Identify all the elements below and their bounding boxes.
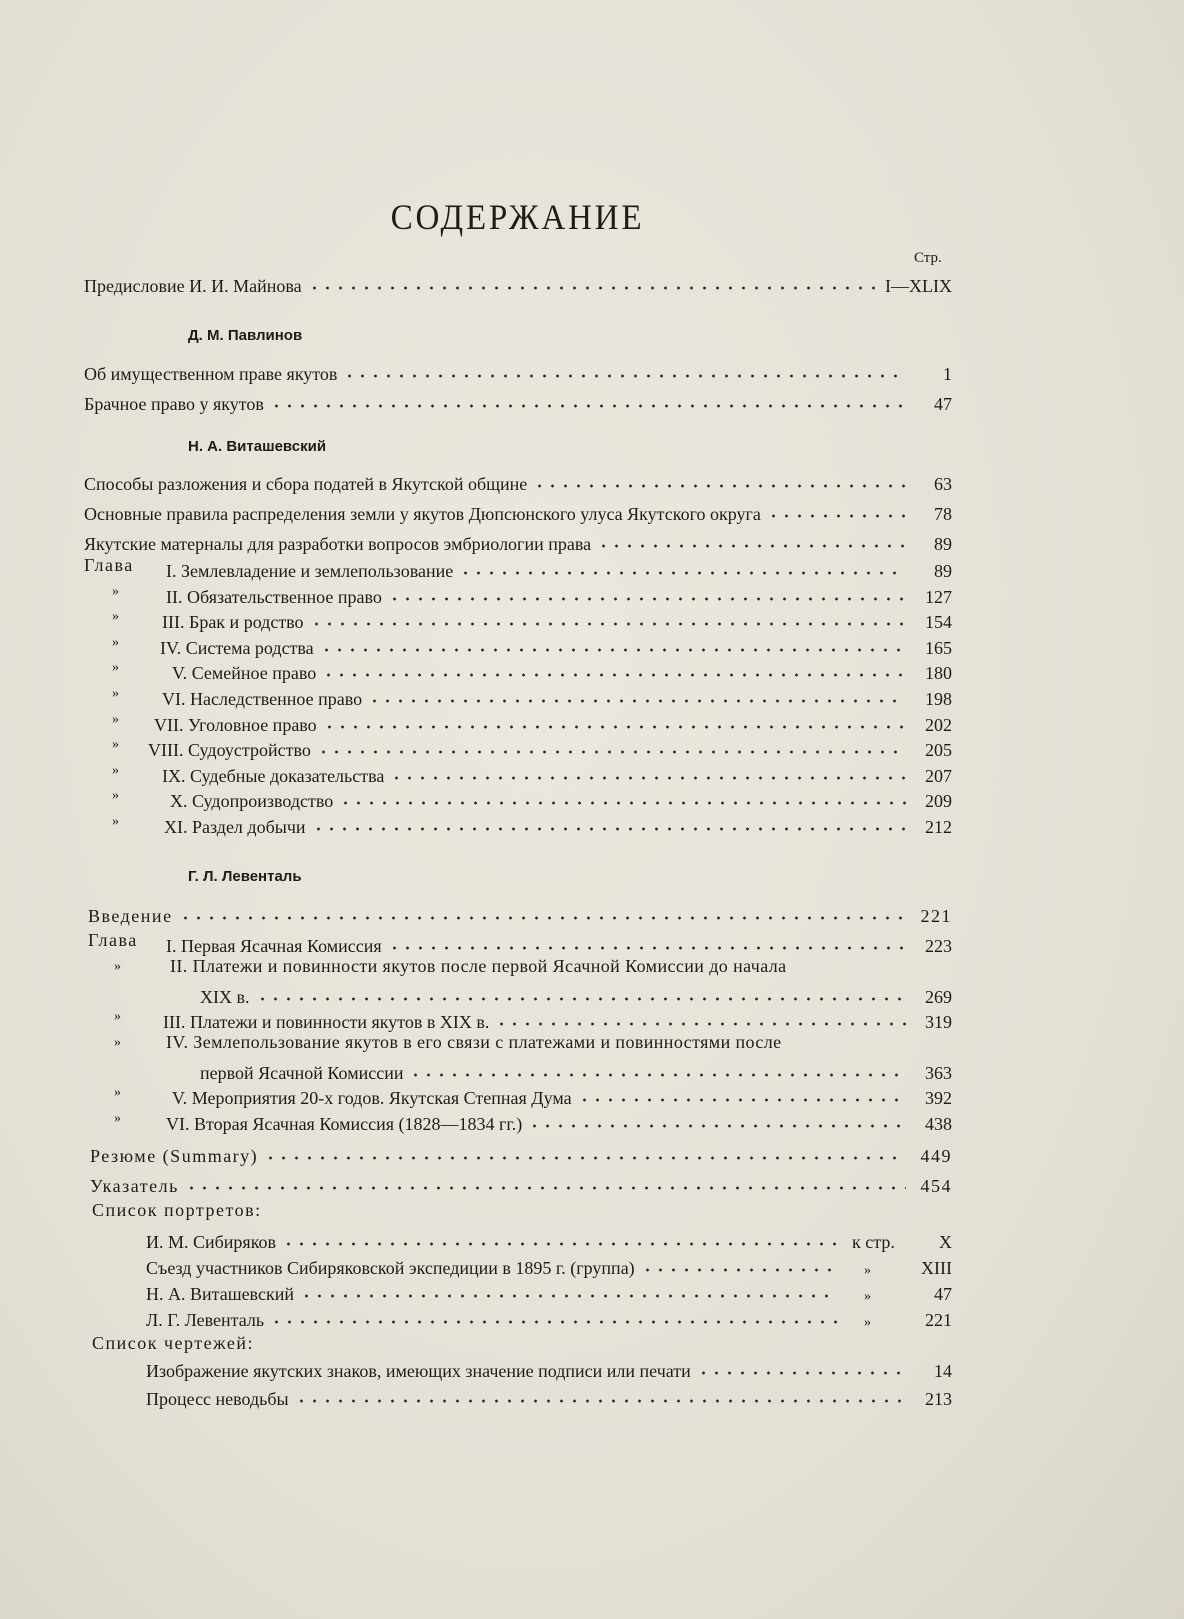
chapter-prefix: »: [112, 609, 119, 625]
toc-entry-intro: Введение 221: [88, 900, 952, 922]
chapter-entry: V. Мероприятия 20-х годов. Якутская Степная Дума 392: [172, 1082, 952, 1104]
dot-leader: [533, 468, 906, 490]
toc-entry-index: Указатель 454: [90, 1170, 952, 1192]
chapter-entry-line1: II. Платежи и повинности якутов после первой Ясачной Комиссии до начала: [170, 956, 787, 976]
dot-leader: [697, 1355, 906, 1377]
dot-leader: [185, 1170, 906, 1192]
dot-leader: [312, 811, 906, 833]
dot-leader: [256, 981, 907, 1003]
toc-entry-preface: Предисловие И. И. Майнова I—XLIX: [84, 270, 952, 292]
toc-entry: Брачное право у якутов 47: [84, 388, 952, 410]
dot-leader: [368, 683, 906, 705]
chapter-entry: XI. Раздел добычи 212: [164, 811, 952, 833]
chapter-entry: V. Семейное право 180: [172, 657, 952, 679]
chapter-prefix: »: [114, 1111, 121, 1126]
dot-leader: [317, 734, 906, 756]
dot-leader: [270, 1304, 838, 1326]
dot-leader: [343, 358, 906, 380]
dot-leader: [495, 1006, 906, 1028]
dot-leader: [264, 1140, 906, 1162]
dot-leader: [390, 760, 906, 782]
dot-leader: [459, 555, 906, 577]
toc-entry: Якутские матерналы для разработки вопросов эмбриологии права 89: [84, 528, 952, 550]
dot-leader: [409, 1057, 906, 1079]
chapter-prefix: Глава: [84, 555, 134, 575]
dot-leader: [308, 270, 879, 292]
dot-leader: [578, 1082, 906, 1104]
chapter-prefix: »: [112, 711, 119, 727]
drawings-heading: Список чертежей:: [92, 1333, 254, 1353]
drawing-entry: Процесс неводьбы 213: [146, 1383, 952, 1405]
page-ref-label: »: [864, 1315, 871, 1330]
page-ref-label: »: [864, 1263, 871, 1278]
chapter-entry: VI. Вторая Ясачная Комиссия (1828—1834 гг.) 438: [166, 1108, 952, 1130]
portrait-entry: Н. А. Виташевский » 47: [146, 1278, 952, 1300]
page-title: СОДЕРЖАНИЕ: [390, 197, 645, 237]
chapter-prefix: »: [112, 660, 119, 676]
chapter-entry: III. Платежи и повинности якутов в XIX в. 319: [163, 1006, 952, 1028]
dot-leader: [300, 1278, 838, 1300]
chapter-prefix: Глава: [88, 930, 138, 950]
chapter-prefix: »: [112, 583, 119, 599]
dot-leader: [597, 528, 906, 550]
page-column-label: Стр.: [914, 250, 942, 266]
chapter-entry: I. Первая Ясачная Комиссия 223: [166, 930, 952, 952]
chapter-prefix: »: [114, 1035, 121, 1050]
chapter-entry: I. Землевладение и землепользование 89: [166, 555, 952, 577]
chapter-entry-line2: первой Ясачной Комиссии 363: [200, 1057, 952, 1079]
chapter-entry: IX. Судебные доказательства 207: [162, 760, 952, 782]
toc-entry-summary: Резюме (Summary) 449: [90, 1140, 952, 1162]
author-heading: Г. Л. Левенталь: [188, 868, 302, 885]
chapter-prefix: »: [112, 634, 119, 650]
author-heading: Д. М. Павлинов: [188, 327, 303, 344]
drawing-entry: Изображение якутских знаков, имеющих значение подписи или печати 14: [146, 1355, 952, 1377]
chapter-entry: X. Судопроизводство 209: [170, 785, 952, 807]
toc-entry: Способы разложения и сбора податей в Якутской общине 63: [84, 468, 952, 490]
chapter-entry: IV. Система родства 165: [160, 632, 952, 654]
dot-leader: [641, 1252, 838, 1274]
dot-leader: [270, 388, 906, 410]
chapter-prefix: »: [114, 1009, 121, 1024]
toc-entry: Об имущественном праве якутов 1: [84, 358, 952, 380]
chapter-prefix: »: [114, 959, 121, 974]
portrait-entry: Съезд участников Сибиряковской экспедиции в 1895 г. (группа) » XIII: [146, 1252, 952, 1274]
chapter-prefix: »: [112, 737, 119, 753]
dot-leader: [322, 657, 906, 679]
chapter-entry-line2: XIX в. 269: [200, 981, 952, 1003]
dot-leader: [282, 1226, 846, 1248]
chapter-entry: VI. Наследственное право 198: [162, 683, 952, 705]
dot-leader: [528, 1108, 906, 1130]
portrait-entry: И. М. Сибиряков к стр. X: [146, 1226, 952, 1248]
chapter-prefix: »: [114, 1085, 121, 1100]
dot-leader: [767, 498, 906, 520]
dot-leader: [310, 606, 906, 628]
portrait-entry: Л. Г. Левенталь » 221: [146, 1304, 952, 1326]
chapter-prefix: »: [112, 762, 119, 778]
dot-leader: [320, 632, 906, 654]
chapter-entry: VIII. Судоустройство 205: [148, 734, 952, 756]
dot-leader: [323, 709, 906, 731]
chapter-entry: VII. Уголовное право 202: [154, 709, 952, 731]
dot-leader: [295, 1383, 906, 1405]
chapter-entry-line1: IV. Землепользование якутов в его связи с платежами и повинностями после: [166, 1032, 782, 1052]
dot-leader: [339, 785, 906, 807]
chapter-entry: III. Брак и родство 154: [162, 606, 952, 628]
page-ref-label: »: [864, 1289, 871, 1304]
toc-entry: Основные правила распределения земли у якутов Дюпсюнского улуса Якутского округа 78: [84, 498, 952, 520]
page-ref-label: к стр.: [852, 1232, 895, 1252]
author-heading: Н. А. Виташевский: [188, 438, 327, 455]
chapter-prefix: »: [112, 814, 119, 829]
chapter-prefix: »: [112, 686, 119, 701]
dot-leader: [388, 930, 906, 952]
chapter-entry: II. Обязательственное право 127: [166, 581, 952, 603]
dot-leader: [179, 900, 906, 922]
dot-leader: [388, 581, 906, 603]
chapter-prefix: »: [112, 788, 119, 804]
portraits-heading: Список портретов:: [92, 1200, 262, 1220]
